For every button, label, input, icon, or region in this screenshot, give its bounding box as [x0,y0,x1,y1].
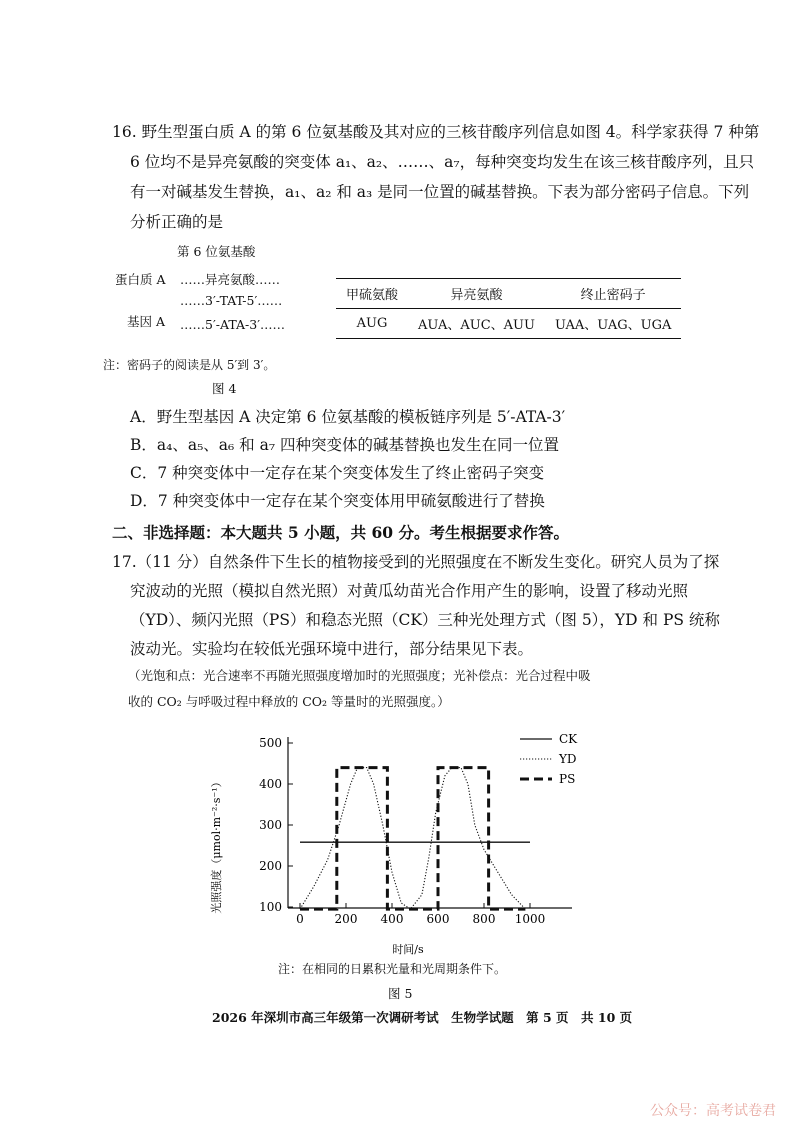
chart-y-tick-label: 500 [259,736,282,750]
chart-series-ps [300,768,525,910]
codon-header-stop: 终止密码子 [545,279,681,309]
fig4-caption: 图 4 [212,381,237,396]
chart-x-tick-label: 800 [472,912,496,926]
fig4-gene-label: 基因 A [127,314,166,329]
page-footer: 2026 年深圳市高三年级第一次调研考试 生物学试题 第 5 页 共 10 页 [212,1010,633,1025]
codon-cell-met: AUG [336,309,408,339]
light-intensity-chart [200,725,620,970]
q16-line-2: 6 位均不是异亮氨酸的突变体 a₁、a₂、……、a₇，每种突变均发生在该三核苷酸序列，且只 [130,153,755,171]
codon-cell-stop: UAA、UAG、UGA [545,309,681,339]
q16-option-d: D．7 种突变体中一定存在某个突变体用甲硫氨酸进行了替换 [130,492,545,510]
fig4-gene-top: ……3′-TAT-5′…… [180,293,283,308]
codon-header-ile: 异亮氨酸 [408,279,545,309]
chart-x-axis-label: 时间/s [392,943,424,956]
codon-cell-ile: AUA、AUC、AUU [408,309,545,339]
q17-note-2: 收的 CO₂ 与呼吸过程中释放的 CO₂ 等量时的光照强度。） [128,694,450,709]
legend-label-ps: PS [559,772,576,786]
q17-line-2: 究波动的光照（模拟自然光照）对黄瓜幼苗光合作用产生的影响，设置了移动光照 [130,582,689,600]
q16-line-4: 分析正确的是 [130,213,224,231]
chart-x-tick-label: 600 [426,912,450,926]
q17-note-1: （光饱和点：光合速率不再随光照强度增加时的光照强度；光补偿点：光合过程中吸 [128,668,591,683]
chart-series-yd [300,768,525,910]
q16-line-1: 16. 野生型蛋白质 A 的第 6 位氨基酸及其对应的三核苷酸序列信息如图 4。科学家获得 7 种第 [112,123,760,141]
chart-x-tick-label: 0 [296,912,304,926]
chart-y-tick-label: 400 [259,777,282,791]
q16-option-c: C．7 种突变体中一定存在某个突变体发生了终止密码子突变 [130,464,545,482]
q16-line-3: 有一对碱基发生替换，a₁、a₂ 和 a₃ 是同一位置的碱基替换。下表为部分密码子信息。下列 [130,183,750,201]
q16-option-b: B．a₄、a₅、a₆ 和 a₇ 四种突变体的碱基替换也发生在同一位置 [130,436,559,454]
fig4-note: 注：密码子的阅读是从 5′到 3′。 [103,358,276,372]
fig4-gene-bottom: ……5′-ATA-3′…… [180,317,286,332]
section-2-heading: 二、非选择题：本大题共 5 小题，共 60 分。考生根据要求作答。 [112,523,569,542]
fig4-header: 第 6 位氨基酸 [177,244,256,259]
codon-table [336,278,681,339]
chart-x-tick-label: 1000 [514,912,546,926]
fig5-caption: 图 5 [388,986,413,1001]
chart-x-tick-label: 200 [334,912,358,926]
chart-y-tick-label: 200 [259,859,282,873]
legend-label-ck: CK [559,732,578,746]
chart-y-tick-label: 300 [259,818,282,832]
q17-line-3: （YD）、频闪光照（PS）和稳态光照（CK）三种光处理方式（图 5），YD 和 PS 统称 [130,611,720,629]
q17-line-1: 17.（11 分）自然条件下生长的植物接受到的光照强度在不断发生变化。研究人员为了探 [112,553,720,571]
fig4-protein-label: 蛋白质 A [115,272,166,287]
q16-option-a: A．野生型基因 A 决定第 6 位氨基酸的模板链序列是 5′-ATA-3′ [130,408,566,426]
chart-y-axis-label: 光照强度（μmol·m⁻²·s⁻¹） [210,776,223,914]
watermark: 公众号：高考试卷君 [650,1103,776,1119]
codon-header-met: 甲硫氨酸 [336,279,408,309]
fig5-note: 注：在相同的日累积光量和光周期条件下。 [278,962,507,976]
fig4-protein-seq: ……异亮氨酸…… [180,272,281,287]
chart-y-tick-label: 100 [259,900,282,914]
q17-line-4: 波动光。实验均在较低光强环境中进行，部分结果见下表。 [130,640,534,658]
legend-label-yd: YD [559,752,577,766]
chart-x-tick-label: 400 [380,912,404,926]
